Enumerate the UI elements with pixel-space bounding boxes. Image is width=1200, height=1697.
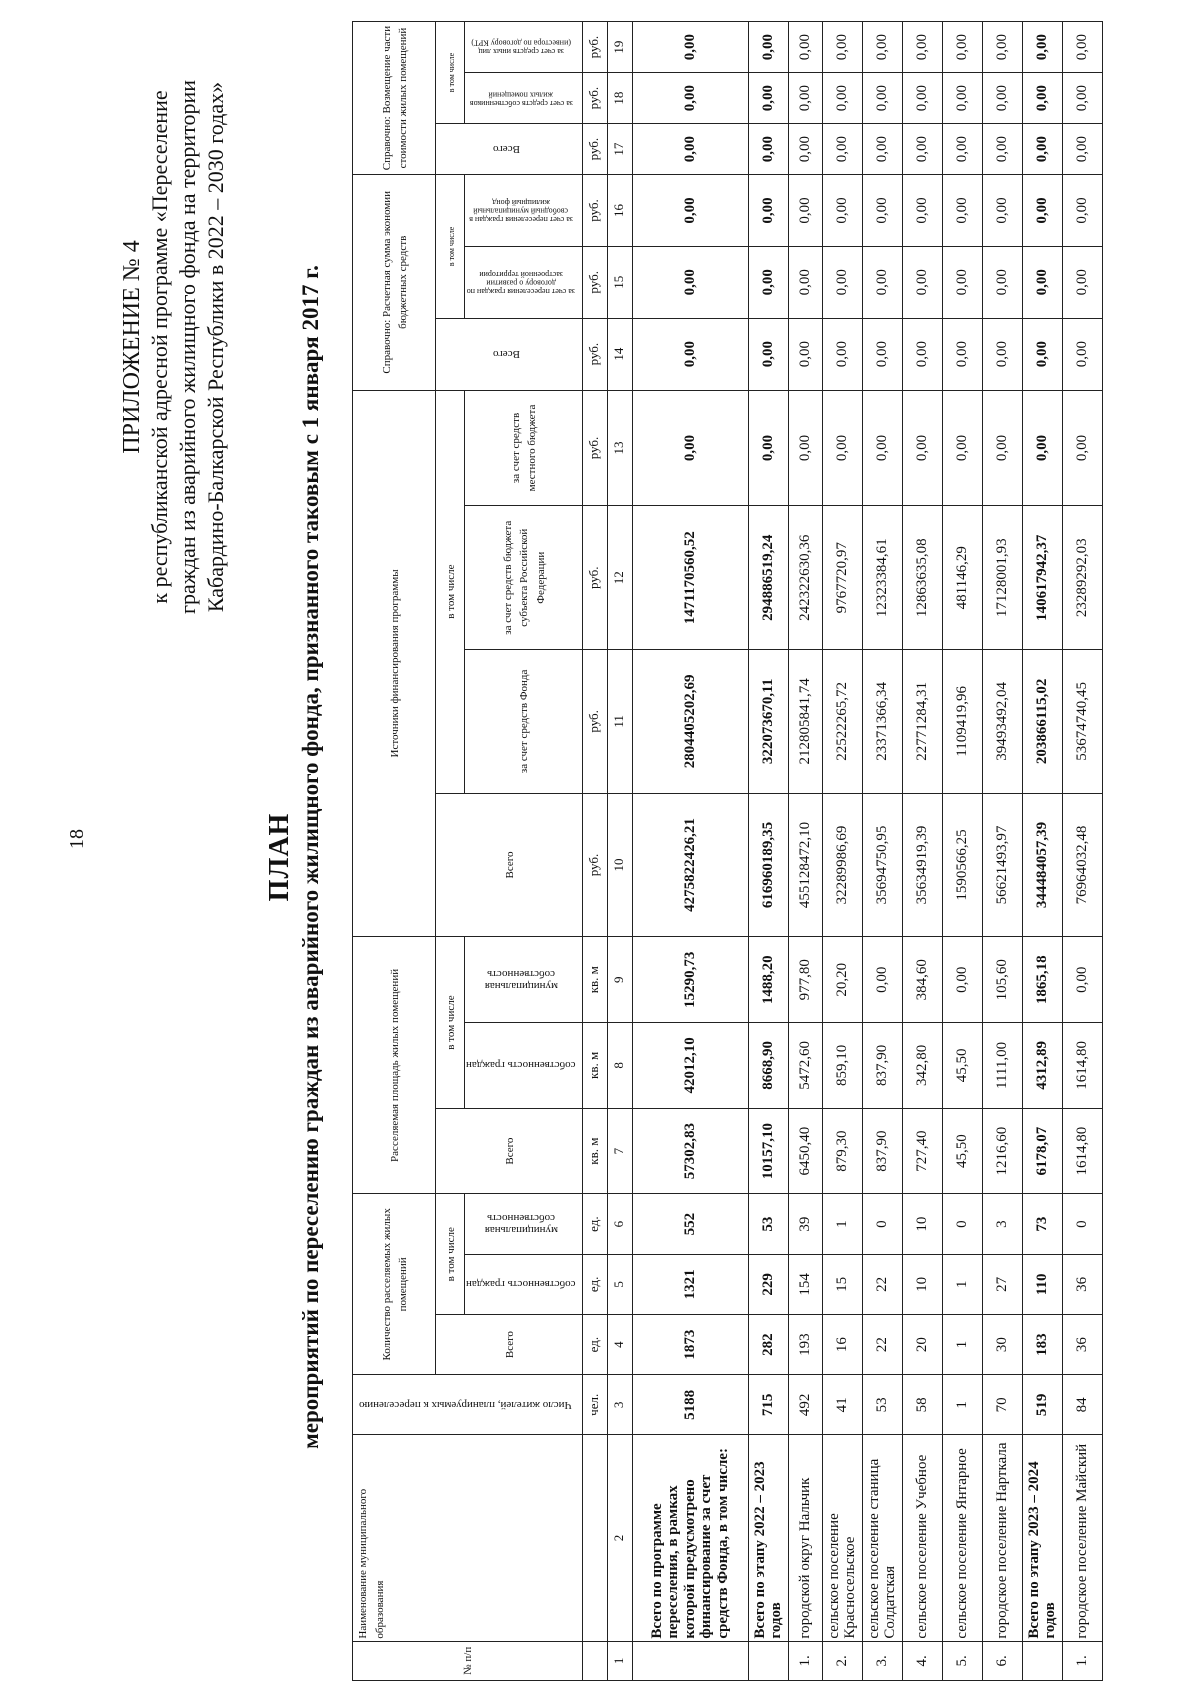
value-cell: 837,90 <box>862 1023 902 1109</box>
value-cell: 0,00 <box>942 937 982 1023</box>
value-cell: 20 <box>902 1314 942 1374</box>
value-cell: 4275822426,21 <box>632 793 748 937</box>
value-cell: 0,00 <box>748 73 788 124</box>
value-cell: 35694750,95 <box>862 793 902 937</box>
value-cell: 0,00 <box>862 318 902 390</box>
units-cell: ед. <box>582 1194 607 1254</box>
units-cell: руб. <box>582 390 607 506</box>
value-cell: 0,00 <box>632 22 748 73</box>
row-number-cell <box>632 1641 748 1680</box>
plan-heading: ПЛАН <box>264 812 295 902</box>
header-cell: за счет средств иных лиц (инвестора по договору КРТ) <box>465 22 583 73</box>
appendix-line: к республиканской адресной программе «Переселение <box>147 90 172 604</box>
value-cell: 12863635,08 <box>902 506 942 650</box>
value-cell: 0,00 <box>1022 246 1062 318</box>
appendix-title: ПРИЛОЖЕНИЕ № 4 <box>119 240 145 454</box>
value-cell: 0,00 <box>1062 73 1102 124</box>
value-cell: 0,00 <box>822 22 862 73</box>
value-cell: 0,00 <box>902 246 942 318</box>
column-number-row <box>607 22 632 1681</box>
row-number-cell: 6. <box>982 1641 1022 1680</box>
value-cell: 15290,73 <box>632 937 748 1023</box>
table-row <box>1022 22 1062 1681</box>
header-cell: Расселяемая площадь жилых помещений <box>353 937 436 1194</box>
municipality-name-cell: городской округ Нальчик <box>788 1435 822 1641</box>
header-cell: муниципальная собственность <box>465 1194 583 1254</box>
header-cell: за счет переселения граждан по договору о развитии застроенной территории <box>465 246 583 318</box>
header-cell: собственность граждан <box>465 1254 583 1314</box>
row-number-cell <box>748 1641 788 1680</box>
value-cell: 35634919,39 <box>902 793 942 937</box>
value-cell: 0,00 <box>1022 73 1062 124</box>
value-cell: 0,00 <box>982 318 1022 390</box>
column-number: 19 <box>607 22 632 73</box>
value-cell: 481146,29 <box>942 506 982 650</box>
value-cell: 27 <box>982 1254 1022 1314</box>
row-number-cell: 1. <box>788 1641 822 1680</box>
value-cell: 58 <box>902 1375 942 1435</box>
municipality-name-cell: Всего по программе переселения, в рамках которой предусмотрено финансирование за счет средств Фонда, в том числе: <box>632 1435 748 1641</box>
value-cell: 0,00 <box>1062 22 1102 73</box>
value-cell: 1 <box>942 1254 982 1314</box>
table-row <box>862 22 902 1681</box>
header-cell: за счет средств местного бюджета <box>465 390 583 506</box>
value-cell: 0,00 <box>902 73 942 124</box>
value-cell: 39493492,04 <box>982 650 1022 794</box>
value-cell: 0,00 <box>1062 124 1102 175</box>
value-cell: 0,00 <box>902 22 942 73</box>
value-cell: 552 <box>632 1194 748 1254</box>
value-cell: 0,00 <box>942 73 982 124</box>
value-cell: 0,00 <box>788 73 822 124</box>
value-cell: 1109419,96 <box>942 650 982 794</box>
value-cell: 977,80 <box>788 937 822 1023</box>
units-cell: руб. <box>582 73 607 124</box>
value-cell: 0,00 <box>788 124 822 175</box>
value-cell: 0,00 <box>788 175 822 247</box>
value-cell: 715 <box>748 1375 788 1435</box>
units-cell: руб. <box>582 318 607 390</box>
header-cell: Справочно: Расчетная сумма экономии бюджетных средств <box>353 175 436 390</box>
value-cell: 183 <box>1022 1314 1062 1374</box>
table-row <box>822 22 862 1681</box>
value-cell: 0,00 <box>748 124 788 175</box>
value-cell: 727,40 <box>902 1108 942 1194</box>
value-cell: 0,00 <box>788 22 822 73</box>
value-cell: 229 <box>748 1254 788 1314</box>
value-cell: 0,00 <box>862 937 902 1023</box>
value-cell: 0,00 <box>862 390 902 506</box>
value-cell: 36 <box>1062 1314 1102 1374</box>
page-number: 18 <box>66 829 88 849</box>
value-cell: 41 <box>822 1375 862 1435</box>
value-cell: 0,00 <box>902 390 942 506</box>
table-row <box>1062 22 1102 1681</box>
column-number: 9 <box>607 937 632 1023</box>
value-cell: 36 <box>1062 1254 1102 1314</box>
column-number: 12 <box>607 506 632 650</box>
column-number: 7 <box>607 1108 632 1194</box>
column-number: 1 <box>607 1641 632 1680</box>
column-number: 11 <box>607 650 632 794</box>
units-cell: кв. м <box>582 937 607 1023</box>
table-row <box>632 22 748 1681</box>
value-cell: 0,00 <box>902 124 942 175</box>
plan-title <box>264 77 324 1637</box>
value-cell: 45,50 <box>942 1108 982 1194</box>
value-cell: 0,00 <box>902 318 942 390</box>
header-cell: муниципальная собственность <box>465 937 583 1023</box>
value-cell: 0,00 <box>748 390 788 506</box>
value-cell: 110 <box>1022 1254 1062 1314</box>
value-cell: 0,00 <box>1062 390 1102 506</box>
value-cell: 16 <box>822 1314 862 1374</box>
value-cell: 0,00 <box>632 124 748 175</box>
value-cell: 10 <box>902 1194 942 1254</box>
municipality-name-cell: Всего по этапу 2023 – 2024 годов <box>1022 1435 1062 1641</box>
value-cell: 105,60 <box>982 937 1022 1023</box>
value-cell: 0 <box>1062 1194 1102 1254</box>
value-cell: 0,00 <box>632 390 748 506</box>
value-cell: 32289986,69 <box>822 793 862 937</box>
value-cell: 0,00 <box>788 318 822 390</box>
units-cell: ед. <box>582 1314 607 1374</box>
value-cell: 0,00 <box>1062 937 1102 1023</box>
value-cell: 22522265,72 <box>822 650 862 794</box>
value-cell: 57302,83 <box>632 1108 748 1194</box>
header-cell: собственность граждан <box>465 1023 583 1109</box>
column-number: 15 <box>607 246 632 318</box>
value-cell: 859,10 <box>822 1023 862 1109</box>
value-cell: 0,00 <box>748 175 788 247</box>
value-cell: 1614,80 <box>1062 1023 1102 1109</box>
appendix-line: Кабардино-Балкарской Республики в 2022 – 2030 годах» <box>203 81 228 613</box>
row-number-cell: 1. <box>1062 1641 1102 1680</box>
value-cell: 22771284,31 <box>902 650 942 794</box>
value-cell: 9767720,97 <box>822 506 862 650</box>
table-row <box>748 22 788 1681</box>
value-cell: 84 <box>1062 1375 1102 1435</box>
table-row <box>942 22 982 1681</box>
row-number-cell: 3. <box>862 1641 902 1680</box>
value-cell: 0,00 <box>942 124 982 175</box>
value-cell: 0,00 <box>1062 175 1102 247</box>
municipality-name-cell: городское поселение Майский <box>1062 1435 1102 1641</box>
value-cell: 0,00 <box>902 175 942 247</box>
value-cell: 342,80 <box>902 1023 942 1109</box>
header-cell: Всего <box>436 793 583 937</box>
value-cell: 1216,60 <box>982 1108 1022 1194</box>
value-cell: 6450,40 <box>788 1108 822 1194</box>
value-cell: 17128001,93 <box>982 506 1022 650</box>
column-number: 6 <box>607 1194 632 1254</box>
header-cell: за счет средств Фонда <box>465 650 583 794</box>
units-cell <box>582 1641 607 1680</box>
value-cell: 0,00 <box>942 390 982 506</box>
value-cell: 0,00 <box>942 246 982 318</box>
value-cell: 384,60 <box>902 937 942 1023</box>
value-cell: 39 <box>788 1194 822 1254</box>
value-cell: 0,00 <box>632 175 748 247</box>
table-row <box>902 22 942 1681</box>
value-cell: 73 <box>1022 1194 1062 1254</box>
units-cell: кв. м <box>582 1108 607 1194</box>
header-cell: Наименование муниципального образования <box>353 1435 583 1641</box>
value-cell: 0 <box>862 1194 902 1254</box>
value-cell: 212805841,74 <box>788 650 822 794</box>
value-cell: 1614,80 <box>1062 1108 1102 1194</box>
value-cell: 0,00 <box>822 246 862 318</box>
value-cell: 0,00 <box>862 246 902 318</box>
value-cell: 2804405202,69 <box>632 650 748 794</box>
value-cell: 0 <box>942 1194 982 1254</box>
municipality-name-cell: городское поселение Нарткала <box>982 1435 1022 1641</box>
value-cell: 0,00 <box>748 22 788 73</box>
value-cell: 0,00 <box>822 390 862 506</box>
header-cell: Число жителей, планируемых к переселению <box>353 1375 583 1435</box>
row-number-cell: 4. <box>902 1641 942 1680</box>
value-cell: 0,00 <box>822 318 862 390</box>
value-cell: 0,00 <box>982 175 1022 247</box>
value-cell: 0,00 <box>1022 390 1062 506</box>
units-cell: руб. <box>582 22 607 73</box>
value-cell: 20,20 <box>822 937 862 1023</box>
value-cell: 0,00 <box>982 22 1022 73</box>
header-cell: в том числе <box>436 937 465 1108</box>
value-cell: 193 <box>788 1314 822 1374</box>
municipality-name-cell: сельское поселение Красносельское <box>822 1435 862 1641</box>
units-cell: чел. <box>582 1375 607 1435</box>
municipality-name-cell: сельское поселение Учебное <box>902 1435 942 1641</box>
column-number: 16 <box>607 175 632 247</box>
value-cell: 0,00 <box>632 246 748 318</box>
units-cell <box>582 1435 607 1641</box>
value-cell: 0,00 <box>1022 22 1062 73</box>
appendix-line: граждан из аварийного жилищного фонда на территории <box>175 79 200 615</box>
row-number-cell: 5. <box>942 1641 982 1680</box>
header-cell: Всего <box>436 1314 583 1374</box>
value-cell: 0,00 <box>982 246 1022 318</box>
value-cell: 1873 <box>632 1314 748 1374</box>
value-cell: 0,00 <box>1062 318 1102 390</box>
municipality-name-cell: сельское поселение Янтарное <box>942 1435 982 1641</box>
header-cell: за счет средств бюджета субъекта Российской Федерации <box>465 506 583 650</box>
value-cell: 0,00 <box>862 73 902 124</box>
appendix-header <box>118 47 230 647</box>
value-cell: 1111,00 <box>982 1023 1022 1109</box>
value-cell: 0,00 <box>942 175 982 247</box>
units-cell: руб. <box>582 793 607 937</box>
value-cell: 8668,90 <box>748 1023 788 1109</box>
value-cell: 22 <box>862 1254 902 1314</box>
value-cell: 6178,07 <box>1022 1108 1062 1194</box>
value-cell: 0,00 <box>982 73 1022 124</box>
value-cell: 616960189,35 <box>748 793 788 937</box>
value-cell: 1590566,25 <box>942 793 982 937</box>
value-cell: 10157,10 <box>748 1108 788 1194</box>
column-number: 10 <box>607 793 632 937</box>
value-cell: 294886519,24 <box>748 506 788 650</box>
value-cell: 837,90 <box>862 1108 902 1194</box>
row-number-cell <box>1022 1641 1062 1680</box>
column-number: 2 <box>607 1435 632 1641</box>
header-cell: за счет переселения граждан в свободный муниципальный жилищный фонд <box>465 175 583 247</box>
units-cell: руб. <box>582 124 607 175</box>
column-number: 18 <box>607 73 632 124</box>
header-cell: за счет средств собственников жилых помещений <box>465 73 583 124</box>
value-cell: 5188 <box>632 1375 748 1435</box>
row-number-cell: 2. <box>822 1641 862 1680</box>
value-cell: 10 <box>902 1254 942 1314</box>
value-cell: 455128472,10 <box>788 793 822 937</box>
header-cell: Всего <box>436 124 583 175</box>
units-cell: руб. <box>582 175 607 247</box>
table-row <box>788 22 822 1681</box>
value-cell: 344484057,39 <box>1022 793 1062 937</box>
value-cell: 0,00 <box>862 175 902 247</box>
value-cell: 242322630,36 <box>788 506 822 650</box>
value-cell: 56621493,97 <box>982 793 1022 937</box>
column-number: 8 <box>607 1023 632 1109</box>
header-cell: Всего <box>436 318 583 390</box>
header-cell: Всего <box>436 1108 583 1194</box>
value-cell: 1471170560,52 <box>632 506 748 650</box>
value-cell: 282 <box>748 1314 788 1374</box>
municipality-name-cell: Всего по этапу 2022 – 2023 годов <box>748 1435 788 1641</box>
value-cell: 1 <box>822 1194 862 1254</box>
value-cell: 140617942,37 <box>1022 506 1062 650</box>
value-cell: 30 <box>982 1314 1022 1374</box>
column-number: 3 <box>607 1375 632 1435</box>
value-cell: 0,00 <box>632 318 748 390</box>
value-cell: 322073670,11 <box>748 650 788 794</box>
column-number: 14 <box>607 318 632 390</box>
value-cell: 0,00 <box>632 73 748 124</box>
value-cell: 1 <box>942 1314 982 1374</box>
value-cell: 4312,89 <box>1022 1023 1062 1109</box>
units-row <box>582 22 607 1681</box>
value-cell: 22 <box>862 1314 902 1374</box>
value-cell: 53674740,45 <box>1062 650 1102 794</box>
plan-table <box>352 21 1103 1681</box>
value-cell: 76964032,48 <box>1062 793 1102 937</box>
value-cell: 0,00 <box>748 246 788 318</box>
column-number: 13 <box>607 390 632 506</box>
header-cell: в том числе <box>436 390 465 793</box>
units-cell: руб. <box>582 246 607 318</box>
value-cell: 1 <box>942 1375 982 1435</box>
value-cell: 0,00 <box>822 73 862 124</box>
value-cell: 15 <box>822 1254 862 1314</box>
value-cell: 42012,10 <box>632 1023 748 1109</box>
column-number: 5 <box>607 1254 632 1314</box>
value-cell: 1488,20 <box>748 937 788 1023</box>
units-cell: руб. <box>582 506 607 650</box>
value-cell: 45,50 <box>942 1023 982 1109</box>
header-cell: Количество расселяемых жилых помещений <box>353 1194 436 1375</box>
value-cell: 0,00 <box>982 124 1022 175</box>
header-cell: в том числе <box>436 1194 465 1314</box>
units-cell: ед. <box>582 1254 607 1314</box>
value-cell: 53 <box>748 1194 788 1254</box>
value-cell: 0,00 <box>788 246 822 318</box>
value-cell: 0,00 <box>822 175 862 247</box>
value-cell: 0,00 <box>942 318 982 390</box>
header-cell: Источники финансирования программы <box>353 390 436 937</box>
value-cell: 879,30 <box>822 1108 862 1194</box>
value-cell: 1321 <box>632 1254 748 1314</box>
plan-subheading: мероприятий по переселению граждан из аварийного жилищного фонда, признанного таковым с 1 января 2017 г. <box>298 265 323 1449</box>
header-row <box>353 22 436 1681</box>
value-cell: 3 <box>982 1194 1022 1254</box>
column-number: 4 <box>607 1314 632 1374</box>
value-cell: 154 <box>788 1254 822 1314</box>
value-cell: 0,00 <box>982 390 1022 506</box>
value-cell: 0,00 <box>862 124 902 175</box>
header-cell: № п/п <box>353 1641 583 1680</box>
value-cell: 519 <box>1022 1375 1062 1435</box>
value-cell: 0,00 <box>1062 246 1102 318</box>
value-cell: 0,00 <box>788 390 822 506</box>
value-cell: 0,00 <box>942 22 982 73</box>
column-number: 17 <box>607 124 632 175</box>
value-cell: 0,00 <box>1022 124 1062 175</box>
header-cell: Справочно: Возмещение части стоимости жилых помещений <box>353 22 436 175</box>
value-cell: 5472,60 <box>788 1023 822 1109</box>
value-cell: 0,00 <box>1022 318 1062 390</box>
value-cell: 0,00 <box>862 22 902 73</box>
header-cell: в том числе <box>436 175 465 319</box>
table-body <box>632 22 1102 1681</box>
table-row <box>982 22 1022 1681</box>
header-cell: в том числе <box>436 22 465 124</box>
value-cell: 0,00 <box>748 318 788 390</box>
value-cell: 23289292,03 <box>1062 506 1102 650</box>
value-cell: 23371366,34 <box>862 650 902 794</box>
value-cell: 492 <box>788 1375 822 1435</box>
value-cell: 0,00 <box>822 124 862 175</box>
value-cell: 53 <box>862 1375 902 1435</box>
units-cell: кв. м <box>582 1023 607 1109</box>
value-cell: 0,00 <box>1022 175 1062 247</box>
units-cell: руб. <box>582 650 607 794</box>
value-cell: 1865,18 <box>1022 937 1062 1023</box>
value-cell: 203866115,02 <box>1022 650 1062 794</box>
value-cell: 70 <box>982 1375 1022 1435</box>
municipality-name-cell: сельское поселение станица Солдатская <box>862 1435 902 1641</box>
value-cell: 12323384,61 <box>862 506 902 650</box>
